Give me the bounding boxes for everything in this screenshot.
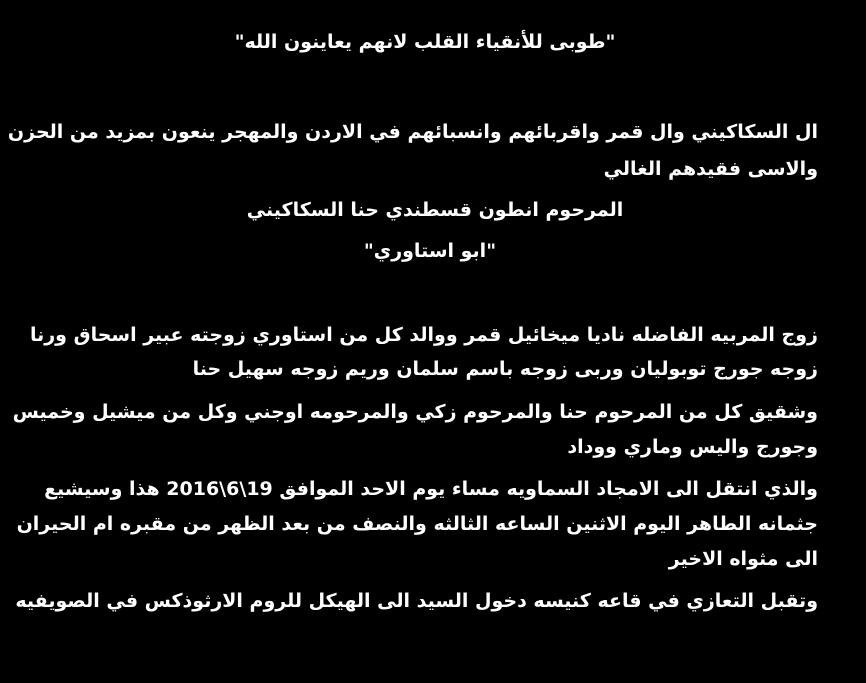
siblings-line-1: وشقيق كل من المرحوم حنا والمرحوم زكي والمرحومه اوجني وكل من ميشيل وخميس — [12, 401, 818, 423]
announcement-line-1: ال السكاكيني وال قمر واقربائهم وانسبائهم في الاردن والمهجر ينعون بمزيد من الحزن — [7, 121, 818, 143]
funeral-line-1: والذي انتقل الى الامجاد السماويه مساء يوم الاحد الموافق 19\6\2016 هذا وسيشيع — [44, 478, 818, 500]
scripture-verse-title: "طوبى للأنقياء القلب لانهم يعاينون الله" — [234, 31, 616, 53]
siblings-line-2: وجورج واليس وماري ووداد — [567, 436, 818, 458]
spouse-children-line-1: زوج المربيه الفاضله ناديا ميخائيل قمر ووالد كل من استاوري زوجته عبير اسحاق ورنا — [29, 324, 818, 346]
funeral-line-2: جثمانه الطاهر اليوم الاثنين الساعه الثالثه والنصف من بعد الظهر من مقبره ام الحيران — [16, 513, 818, 535]
deceased-nickname: "ابو استاوري" — [363, 240, 497, 262]
deceased-name: المرحوم انطون قسطندي حنا السكاكيني — [246, 199, 624, 221]
announcement-line-2: والاسى فقيدهم الغالي — [603, 158, 818, 180]
funeral-line-3: الى مثواه الاخير — [668, 548, 818, 570]
spouse-children-line-2: زوجه جورج توبوليان وربى زوجه باسم سلمان وريم زوجه سهيل حنا — [192, 358, 818, 380]
condolences-line: وتقبل التعازي في قاعه كنيسه دخول السيد الى الهيكل للروم الارثوذكس في الصويفيه — [15, 590, 818, 612]
